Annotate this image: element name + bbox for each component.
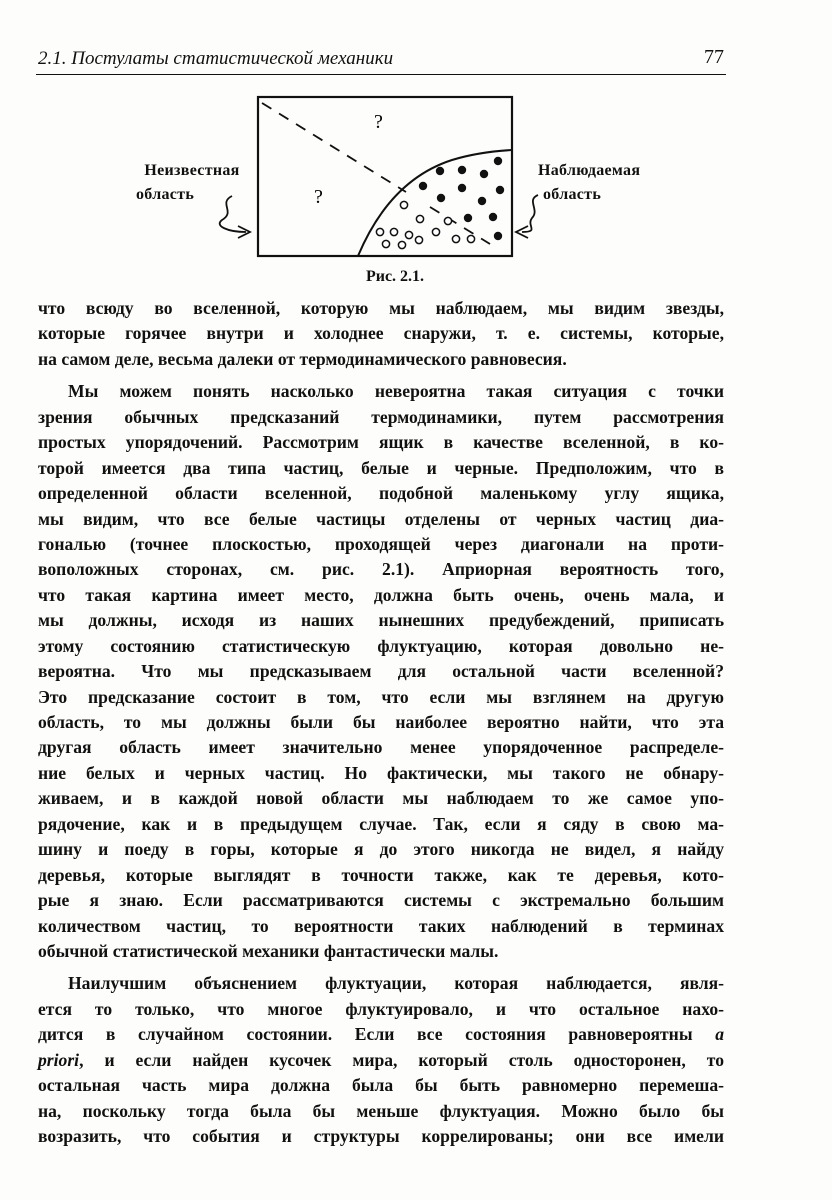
label-observed-line1: Наблюдаемая xyxy=(538,162,641,179)
text-line: этому состоянию статистическую флуктуацию, которая довольно не- xyxy=(38,635,724,656)
text-line: мы должны, исходя из наших нынешних предубеждений, приписать xyxy=(38,610,724,631)
text-line: на самом деле, весьма далеки от термодинамического равновесия. xyxy=(38,348,567,369)
question-mark-left: ? xyxy=(314,186,323,208)
figure-caption-text: Рис. 2.1. xyxy=(365,268,425,285)
text-line: Наилучшим объяснением флуктуации, которая наблюдается, явля- xyxy=(68,973,724,994)
text-line: торой имеется два типа частиц, белые и черные. Предположим, что в xyxy=(38,457,724,478)
text-line: рые я знаю. Если рассматриваются системы с экстремально большим xyxy=(38,890,724,911)
paragraph-1 xyxy=(38,296,724,372)
paragraph-2 xyxy=(38,379,724,964)
text-line: что такая картина имеет место, должна быть очень, очень мала, и xyxy=(38,584,724,605)
text-line: область, то мы должны были бы наиболее вероятно найти, что эта xyxy=(38,712,724,732)
text-line xyxy=(38,1022,724,1047)
text-line-segment: дится в случайном состоянии. Если все состояния равновероятны xyxy=(38,1024,693,1045)
text-line: Мы можем понять насколько невероятна такая ситуация с точки xyxy=(68,381,724,402)
label-unknown-line1: Неизвестная xyxy=(144,162,240,179)
body-text xyxy=(38,296,724,1149)
text-line: количеством частиц, то вероятности таких наблюдений в терминах xyxy=(38,915,724,936)
label-unknown-region xyxy=(134,159,250,207)
text-line: шину и поеду в горы, которые я до этого никогда не видел, я найду xyxy=(38,839,724,860)
page-number: 77 xyxy=(704,46,724,68)
paragraph-3 xyxy=(38,971,724,1149)
label-observed-region xyxy=(538,159,668,207)
text-line: зрения обычных предсказаний термодинамики, путем рассмотрения xyxy=(38,406,724,427)
italic-priori: priori xyxy=(38,1049,80,1070)
universe-box xyxy=(258,97,512,256)
text-line: остальная часть мира должна была бы быть равномерно перемеша- xyxy=(38,1075,724,1096)
observed-region-boundary xyxy=(358,150,512,256)
label-unknown-line2: область xyxy=(136,186,195,203)
question-mark-top: ? xyxy=(374,111,383,133)
text-line: ние белых и черных частиц. Но фактически, мы такого не обнару- xyxy=(38,762,724,783)
label-observed-line2: область xyxy=(543,186,602,203)
text-line: рядочение, как и в предыдущем случае. Так, если я сяду в свою ма- xyxy=(38,813,724,834)
text-line: другая область имеет значительно менее упорядоченное распределе- xyxy=(38,737,724,758)
white-particles xyxy=(376,201,474,248)
text-line: ется то только, что многое флуктуировало, и что остальное нахо- xyxy=(38,998,724,1019)
right-arrow xyxy=(522,195,538,232)
text-line: простых упорядочений. Рассмотрим ящик в качестве вселенной, в ко- xyxy=(38,432,724,453)
text-line: Это предсказание состоит в том, что если мы взглянем на другую xyxy=(38,686,724,707)
figure-diagram xyxy=(0,0,832,300)
text-line: что всюду во вселенной, которую мы наблюдаем, мы видим звезды, xyxy=(38,298,724,318)
text-line: на, поскольку тогда была бы меньше флуктуация. Можно было бы xyxy=(38,1100,724,1121)
text-line: определенной области вселенной, подобной маленькому углу ящика, xyxy=(38,483,724,504)
text-line: мы видим, что все белые частицы отделены от черных частиц диа- xyxy=(38,508,724,529)
text-line: возразить, что события и структуры коррелированы; они все имели xyxy=(38,1126,724,1146)
text-line-segment: , и если найден кусочек мира, который столь односторонен, то xyxy=(79,1049,724,1070)
header-title: 2.1. Постулаты статистической механики xyxy=(38,48,394,69)
text-line: обычной статистической механики фантастически малы. xyxy=(38,940,499,961)
text-line: воположных сторонах, см. рис. 2.1). Априорная вероятность того, xyxy=(38,559,724,580)
italic-a: a xyxy=(715,1024,724,1045)
text-line: которые горячее внутри и холоднее снаружи, т. е. системы, которые, xyxy=(38,323,724,344)
text-line: живаем, и в каждой новой области мы наблюдаем то же самое упо- xyxy=(38,788,724,809)
figure-caption xyxy=(0,268,750,286)
text-line xyxy=(38,1048,724,1073)
figure-2-1 xyxy=(0,0,832,300)
text-line: вероятна. Что мы предсказываем для остальной части вселенной? xyxy=(38,661,724,682)
text-line: гональю (точнее плоскостью, проходящей через диагонали на проти- xyxy=(38,533,724,554)
text-line: деревья, которые выглядят в точности также, как те деревья, кото- xyxy=(38,864,724,885)
dashed-diagonal-upper xyxy=(262,103,406,192)
